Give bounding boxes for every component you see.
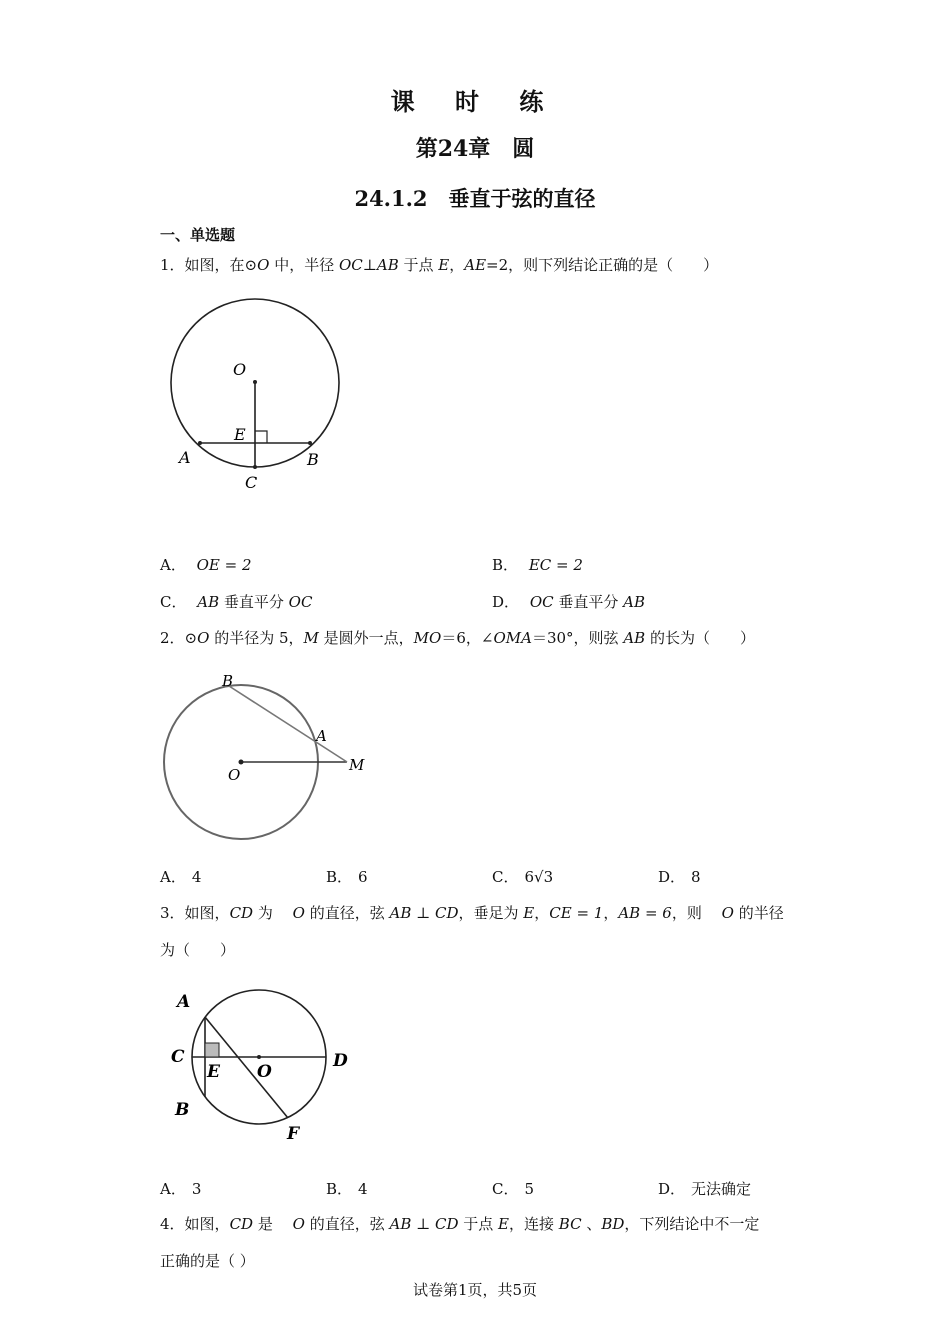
q1-option-b[interactable]: B． EC = 2 bbox=[492, 556, 583, 574]
question-1: 1．如图，在⊙O 中，半径 OC⊥AB 于点 E，AE=2，则下列结论正确的是（ ） bbox=[160, 256, 719, 274]
point-o bbox=[257, 1055, 261, 1059]
section-title: 24.1.2 垂直于弦的直径 bbox=[354, 186, 596, 211]
q2-option-a[interactable]: A． 4 bbox=[160, 868, 202, 886]
q1-option-d[interactable]: D． OC 垂直平分 AB bbox=[492, 593, 645, 611]
figure-q1-circle bbox=[160, 290, 360, 500]
q2-option-b[interactable]: B． 6 bbox=[326, 868, 368, 886]
label-o: O bbox=[233, 360, 247, 379]
point-o bbox=[239, 760, 244, 765]
point-o bbox=[253, 380, 257, 384]
figure-q3-circle bbox=[165, 985, 365, 1150]
label-c: C bbox=[245, 473, 258, 492]
figure-q2-circle bbox=[155, 668, 385, 853]
label-f: F bbox=[287, 1124, 300, 1144]
label-a: A bbox=[179, 448, 191, 467]
page-footer: 试卷第1页，共5页 bbox=[412, 1281, 538, 1299]
chapter-title: 第24章 圆 bbox=[415, 136, 535, 162]
label-e: E bbox=[234, 425, 246, 444]
section-label: 一、单选题 bbox=[160, 226, 236, 244]
q3-option-c[interactable]: C． 5 bbox=[492, 1180, 535, 1198]
q1-option-a[interactable]: A． OE = 2 bbox=[160, 556, 252, 574]
label-m: M bbox=[349, 756, 365, 774]
label-d: D bbox=[333, 1051, 348, 1071]
q3-option-d[interactable]: D． 无法确定 bbox=[658, 1180, 752, 1198]
point-b bbox=[308, 441, 312, 445]
label-b: B bbox=[175, 1100, 190, 1120]
label-b: B bbox=[222, 672, 234, 690]
question-4-line2: 正确的是（ ） bbox=[160, 1252, 255, 1270]
question-number: 1． bbox=[160, 256, 185, 274]
question-4: 4．如图，CD 是 O 的直径，弦 AB ⊥ CD 于点 E，连接 BC 、BD，下列结论中不一定 bbox=[160, 1215, 760, 1233]
q2-option-c[interactable]: C． 6√3 bbox=[492, 868, 554, 886]
label-a: A bbox=[177, 992, 191, 1012]
q2-option-d[interactable]: D． 8 bbox=[658, 868, 701, 886]
question-number: 4． bbox=[160, 1215, 185, 1233]
question-3-line2: 为（ ） bbox=[160, 941, 236, 959]
label-a: A bbox=[316, 727, 327, 745]
label-c: C bbox=[171, 1047, 185, 1067]
secant-bm bbox=[229, 686, 347, 762]
question-2: 2．⊙O 的半径为 5，M 是圆外一点，MO＝6，∠OMA＝30°，则弦 AB 的长为（ ） bbox=[160, 629, 755, 647]
question-number: 3． bbox=[160, 904, 185, 922]
page-title: 课 时 练 bbox=[390, 87, 560, 116]
right-angle-mark bbox=[255, 431, 267, 443]
q3-option-b[interactable]: B． 4 bbox=[326, 1180, 368, 1198]
label-o: O bbox=[228, 766, 241, 784]
label-e: E bbox=[207, 1062, 220, 1082]
label-o: O bbox=[257, 1062, 272, 1082]
point-a bbox=[198, 441, 202, 445]
q3-option-a[interactable]: A． 3 bbox=[160, 1180, 202, 1198]
right-angle-mark bbox=[205, 1043, 219, 1057]
label-b: B bbox=[307, 450, 319, 469]
q1-option-c[interactable]: C． AB 垂直平分 OC bbox=[160, 593, 313, 611]
question-number: 2． bbox=[160, 629, 185, 647]
point-c bbox=[253, 465, 257, 469]
question-3: 3．如图，CD 为 O 的直径，弦 AB ⊥ CD，垂足为 E，CE = 1，AB = 6，则 O 的半径 bbox=[160, 904, 784, 922]
